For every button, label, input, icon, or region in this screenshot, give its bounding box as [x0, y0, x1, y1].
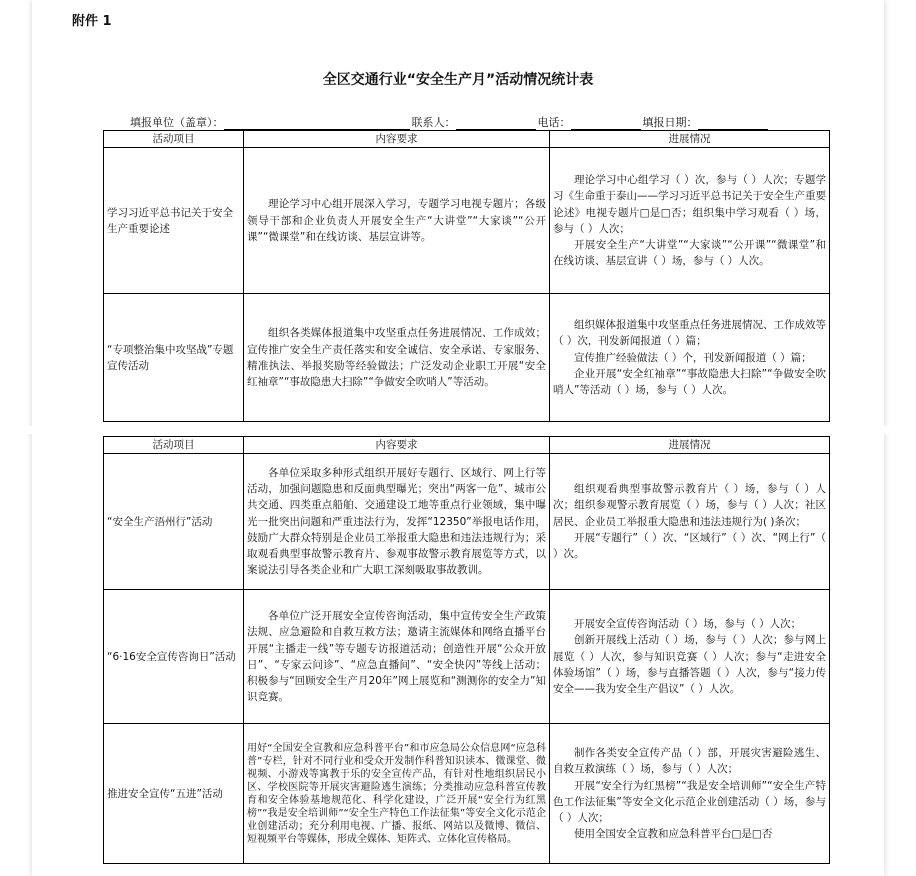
row-progress: 组织媒体报道集中攻坚重点任务进展情况、工作成效等（ ）次，刊发新闻报道（ ）篇； 宣传推广经验做法（ ）个，刊发新闻报道（ ）篇； 企业开展“安全红袖章”“事故隐患大扫除”“争做安全吹哨人”等活动（ ）场，参与（ ）人次。 [550, 294, 830, 422]
row-item: “6·16安全宣传咨询日”活动 [104, 590, 244, 724]
table-row [104, 590, 830, 724]
contact-label: 联系人： [411, 116, 456, 129]
header-requirement: 内容要求 [244, 437, 550, 454]
attachment-label: 附件 1 [72, 14, 112, 29]
row-progress: 开展安全宣传咨询活动（ ）场，参与（ ）人次； 创新开展线上活动（ ）场，参与（ ）人次；参与网上展览（ ）人次，参与知识竞赛（ ）人次；参与“走进安全体验场馆”（ ）场，参与直播答题（ ）人次，参与“接力传安全——我为安全生产倡议”（ ）人次。 [550, 590, 830, 724]
header-requirement: 内容要求 [244, 131, 550, 148]
unit-label: 填报单位（盖章）： [130, 116, 224, 129]
table-row [104, 454, 830, 590]
row-requirement: 各单位采取多种形式组织开展好专题行、区域行、网上行等活动，加强问题隐患和反面典型曝光；突出“两客一危”、城市公共交通、四类重点船舶、交通建设工地等重点行业领域，集中曝光一批突出问题和严重违法行为，发挥“12350”举报电话作用，鼓励广大群众特别是企业员工举报重大隐患和违法违规行为；采取观看典型事故警示教育片、参观事故警示教育展览等方式，以案说法引导各类企业和广大职工深刻吸取事故教训。 [244, 454, 550, 590]
row-item: 推进安全宣传“五进”活动 [104, 724, 244, 864]
row-progress: 组织观看典型事故警示教育片（ ）场，参与（ ）人次；组织参观警示教育展览（ ）场，参与（ ）人次；社区居民、企业员工举报重大隐患和违法违规行为( )条次； 开展“专题行”（ ）次、“区域行”（ ）次、“网上行”（ ）次。 [550, 454, 830, 590]
date-label: 填报日期： [642, 116, 698, 129]
date-blank[interactable] [698, 117, 768, 130]
row-requirement: 用好“全国安全宣教和应急科普平台”和市应急局公众信息网“应急科普”专栏，针对不同行业和受众开发制作科普知识读本、微课堂、微视频、小游戏等寓教于乐的安全宣传产品，有针对性地组织居民小区、学校医院等开展灾害避险逃生演练；分类推动应急科普宣传教育和安全体验基地规范化、科学化建设，广泛开展“安全行为红黑榜”“我是安全培训师”“安全生产特色工作法征集”等安全文化示范企业创建活动；充分利用电视、广播、报纸、网站以及微博、微信、短视频平台等媒体，形成全媒体、矩阵式、立体化宣传格局。 [244, 724, 550, 864]
stats-table-part2 [103, 436, 830, 864]
header-activity: 活动项目 [104, 437, 244, 454]
document-title: 全区交通行业“安全生产月”活动情况统计表 [322, 72, 594, 88]
row-item: “专项整治集中攻坚战”专题宣传活动 [104, 294, 244, 422]
row-requirement: 理论学习中心组开展深入学习，专题学习电视专题片；各级领导干部和企业负责人开展安全生产“大讲堂”“大家谈”“公开课”“微课堂”和在线访谈、基层宣讲等。 [244, 148, 550, 294]
table-row [104, 294, 830, 422]
header-activity: 活动项目 [104, 131, 244, 148]
row-item: 学习习近平总书记关于安全生产重要论述 [104, 148, 244, 294]
table-header-row [104, 131, 830, 148]
page-break [0, 426, 916, 434]
row-progress: 制作各类安全宣传产品（ ）部，开展灾害避险逃生、自救互救演练（ ）场，参与（ ）人次； 开展“安全行为红黑榜”“我是安全培训师”“安全生产特色工作法征集”等安全文化示范企业创建活动（ ）场，参与（ ）人次； 使用全国安全宣教和应急科普平台□是□否 [550, 724, 830, 864]
table-row [104, 724, 830, 864]
contact-blank[interactable] [456, 117, 536, 130]
header-progress: 进展情况 [550, 131, 830, 148]
phone-label: 电话： [537, 116, 571, 129]
phone-blank[interactable] [571, 117, 641, 130]
row-requirement: 各单位广泛开展安全宣传咨询活动，集中宣传安全生产政策法规、应急避险和自救互救方法；邀请主流媒体和网络直播平台开展“主播走一线”等专题专访报道活动；创造性开展“公众开放日”、“专家云问诊”、“应急直播间”、“安全快闪”等线上活动；积极参与“回顾安全生产月20年”网上展览和“测测你的安全力”知识竞赛。 [244, 590, 550, 724]
row-item: “安全生产浯州行”活动 [104, 454, 244, 590]
fill-in-row [130, 114, 770, 130]
table-header-row [104, 437, 830, 454]
unit-blank[interactable] [224, 117, 410, 130]
row-progress: 理论学习中心组学习（ ）次，参与（ ）人次；专题学习《生命重于泰山——学习习近平总书记关于安全生产重要论述》电视专题片□是□否；组织集中学习观看（ ）场，参与（ ）人次； 开展安全生产“大讲堂”“大家谈”“公开课”“微课堂”和在线访谈、基层宣讲（ ）场，参与（ ）人次。 [550, 148, 830, 294]
row-requirement: 组织各类媒体报道集中攻坚重点任务进展情况、工作成效；宣传推广安全生产责任落实和安全诚信、安全承诺、专家服务、精准执法、举报奖励等经验做法；广泛发动企业职工开展“安全红袖章”“事故隐患大扫除”“争做安全吹哨人”等活动。 [244, 294, 550, 422]
table-row [104, 148, 830, 294]
stats-table-part1 [103, 130, 830, 422]
header-progress: 进展情况 [550, 437, 830, 454]
